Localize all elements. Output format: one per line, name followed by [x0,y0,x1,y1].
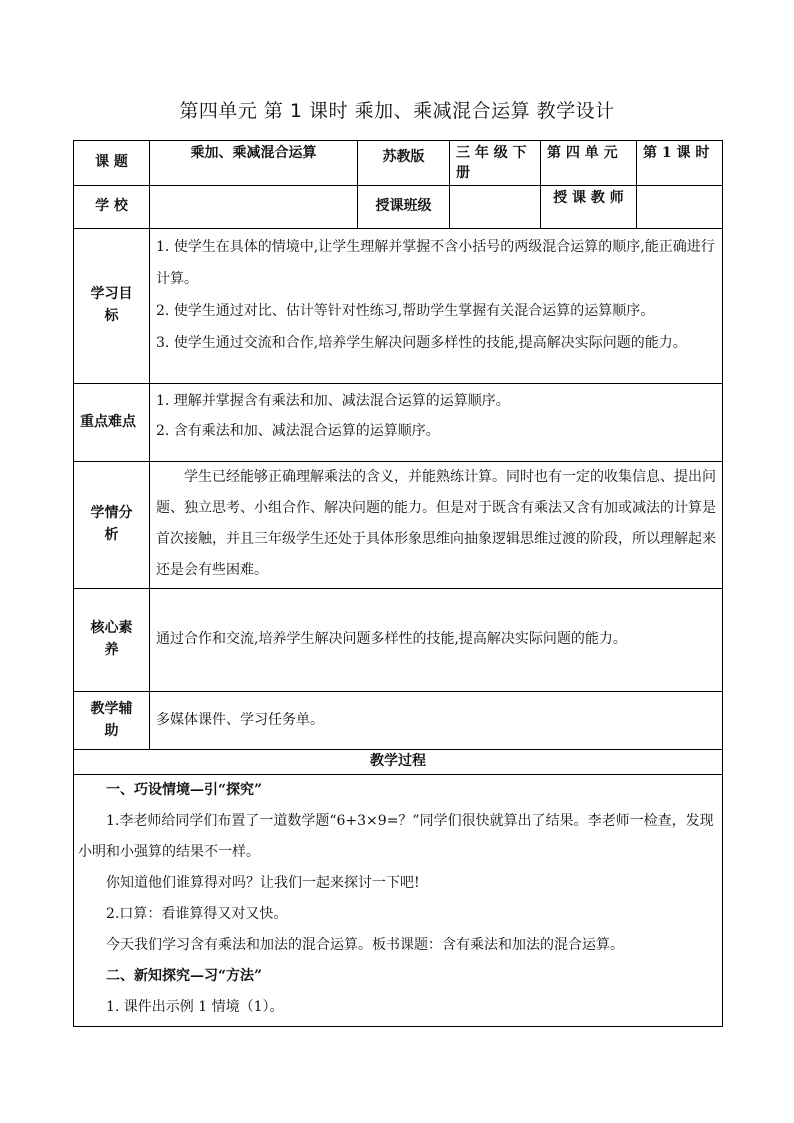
aids-label: 教学辅助 [74,692,150,750]
process-paragraph: 1.李老师给同学们布置了一道数学题“6+3×9=？”同学们很快就算出了结果。李老师一检查，发现小明和小强算的结果不一样。 [78,812,714,860]
goals-label: 学习目标 [74,229,150,384]
process-content [74,774,723,1026]
lesson-plan-table [73,140,723,1027]
aids-content: 多媒体课件、学习任务单。 [150,692,723,750]
goal-item: 3. 使学生通过交流和合作,培养学生解决问题多样性的技能,提高解决实际问题的能力。 [156,335,687,351]
class-value [450,186,541,229]
key-point-item: 2. 含有乘法和加、减法混合运算的运算顺序。 [156,423,440,439]
goals-content [150,229,723,384]
literacy-content: 通过合作和交流,培养学生解决问题多样性的技能,提高解决实际问题的能力。 [150,589,723,692]
literacy-label: 核心素养 [74,589,150,692]
key-points-label: 重点难点 [74,384,150,462]
goals-row [74,229,723,384]
school-row [74,186,723,229]
grade: 三 年 级 下 册 [450,141,541,186]
analysis-row [74,462,723,589]
analysis-label: 学情分析 [74,462,150,589]
analysis-content: 学生已经能够正确理解乘法的含义，并能熟练计算。同时也有一定的收集信息、提出问题、独立思考、小组合作、解决问题的能力。但是对于既含有乘法又含有加或减法的计算是首次接触，并且三年级学生还处于具体形象思维向抽象逻辑思维过渡的阶段，所以理解起来还是会有些困难。 [150,462,723,589]
process-heading-row [74,750,723,775]
aids-row [74,692,723,750]
process-paragraph: 1. 课件出示例 1 情境（1）。 [106,998,284,1015]
goal-item: 1. 使学生在具体的情境中,让学生理解并掌握不含小括号的两级混合运算的顺序,能正确进行计算。 [156,239,715,287]
process-row [74,774,723,1026]
teacher-value [637,186,723,229]
key-points-row [74,384,723,462]
process-paragraph: 今天我们学习含有乘法和加法的混合运算。板书课题：含有乘法和加法的混合运算。 [106,936,624,953]
school-value [150,186,358,229]
course-label: 课 题 [74,141,150,186]
literacy-row [74,589,723,692]
teacher-label: 授 课 教 师 [541,186,637,229]
course-name: 乘加、乘减混合运算 [150,141,358,186]
key-points-content [150,384,723,462]
process-paragraph: 2.口算：看谁算得又对又快。 [106,905,288,922]
section-heading: 二、新知探究—习“方法” [106,967,263,984]
goal-item: 2. 使学生通过对比、估计等针对性练习,帮助学生掌握有关混合运算的运算顺序。 [156,303,655,319]
class-label: 授课班级 [358,186,450,229]
unit: 第 四 单 元 [541,141,637,186]
lesson-number: 第 1 课 时 [637,141,723,186]
course-row [74,141,723,186]
process-heading: 教学过程 [74,750,723,775]
key-point-item: 1. 理解并掌握含有乘法和加、减法混合运算的运算顺序。 [156,393,510,409]
school-label: 学 校 [74,186,150,229]
document-title: 第四单元 第 1 课时 乘加、乘减混合运算 教学设计 [179,100,615,122]
edition: 苏教版 [358,141,450,186]
section-heading: 一、巧设情境—引“探究” [106,781,263,798]
process-paragraph: 你知道他们谁算得对吗？让我们一起来探讨一下吧! [106,874,420,891]
